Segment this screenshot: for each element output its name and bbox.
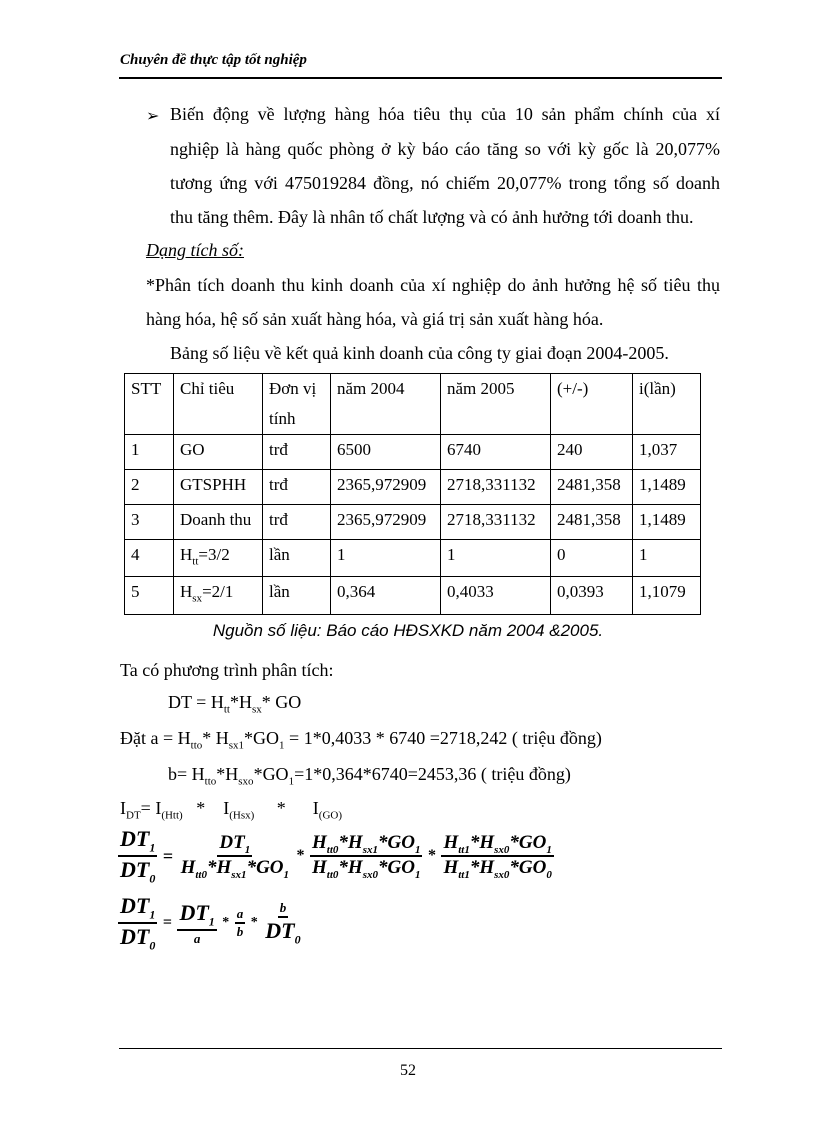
- f-text: H: [443, 857, 459, 879]
- header-stt: STT: [125, 374, 174, 435]
- multiply-sign: *: [250, 915, 258, 931]
- fraction-term-1: [179, 832, 291, 882]
- f-text: *GO: [377, 857, 415, 879]
- header-chi-tieu: Chỉ tiêu: [174, 374, 263, 435]
- eq-b-part: *GO: [253, 764, 289, 784]
- header-don-vi-line-2: tính: [269, 409, 296, 428]
- f-sub: 0: [294, 932, 301, 947]
- fraction-denominator: [310, 857, 422, 881]
- fraction-numerator: a: [235, 906, 246, 924]
- table-caption: Bảng số liệu về kết quả kinh doanh của công ty giai đoạn 2004-2005.: [170, 343, 669, 363]
- f-text: H: [180, 857, 196, 879]
- cell-chi-tieu-main: H: [180, 545, 193, 564]
- cell-chi-tieu-rest: =3/2: [198, 545, 230, 564]
- table-header-row: [125, 374, 701, 435]
- eq-dt-part: DT = H: [168, 692, 224, 712]
- bullet-line-3: tương ứng với 475019284 đồng, nó chiếm 20,077% trong tổng số doanh: [170, 173, 720, 193]
- fraction-numerator: [118, 893, 157, 924]
- f-sub: 1: [149, 907, 156, 922]
- cell-nam-2004: 6500: [331, 435, 441, 470]
- cell-don-vi: lần: [263, 577, 331, 614]
- table-row: [125, 435, 701, 470]
- eq-index-sub: (GO): [318, 809, 342, 822]
- eq-index-sub: (Htt): [161, 809, 183, 822]
- cell-chenh-lech: 0: [551, 540, 633, 577]
- f-text: *GO: [246, 857, 284, 879]
- f-sub: 1: [208, 914, 215, 929]
- f-text: DT: [120, 857, 150, 883]
- bullet-line-4: thu tăng thêm. Đây là nhân tố chất lượng và có ảnh hưởng tới doanh thu.: [170, 207, 694, 227]
- eq-index-part: I: [120, 798, 126, 818]
- f-text: *GO: [377, 831, 415, 853]
- eq-b-sub: sxo: [238, 775, 254, 788]
- f-text: DT: [179, 899, 209, 925]
- page-number: 52: [400, 1062, 416, 1079]
- results-table: [124, 373, 701, 615]
- page-header-title: Chuyên đề thực tập tốt nghiệp: [120, 52, 307, 68]
- f-sub: 1: [414, 869, 421, 882]
- cell-don-vi: trđ: [263, 435, 331, 470]
- f-text: *H: [469, 857, 495, 879]
- cell-nam-2004: 0,364: [331, 577, 441, 614]
- f-sub: sx1: [362, 843, 378, 856]
- f-text: DT: [120, 893, 150, 918]
- eq-dt-sub: tt: [223, 703, 230, 716]
- f-sub: 1: [546, 843, 552, 856]
- eq-a-part: *GO: [244, 728, 280, 748]
- fraction-lhs: [118, 893, 157, 954]
- multiply-sign: *: [296, 847, 305, 865]
- f-sub: 1: [244, 843, 251, 856]
- cell-stt: 2: [125, 470, 174, 505]
- f-text: DT: [120, 924, 150, 950]
- equation-define-b: [168, 764, 571, 788]
- fraction-term-2: [235, 906, 246, 940]
- cell-don-vi: lần: [263, 540, 331, 577]
- f-sub: tt1: [458, 869, 470, 882]
- equals-sign: =: [162, 845, 174, 866]
- eq-b-sub: 1: [288, 775, 295, 788]
- cell-nam-2005: 2718,331132: [441, 470, 551, 505]
- fraction-numerator: [217, 832, 252, 858]
- cell-i-lan: 1: [633, 540, 701, 577]
- eq-a-sub: 1: [279, 739, 285, 752]
- f-sub: 1: [149, 840, 156, 855]
- footer-rule: [119, 1048, 722, 1049]
- f-sub: 0: [546, 869, 552, 882]
- fraction-term-3: [441, 832, 553, 882]
- cell-nam-2005: 1: [441, 540, 551, 577]
- f-text: DT: [265, 917, 295, 943]
- header-don-vi: [263, 374, 331, 435]
- f-sub: sx0: [494, 843, 510, 856]
- cell-chi-tieu-sub: tt: [192, 555, 199, 568]
- eq-b-part: *H: [216, 764, 239, 784]
- fraction-numerator: b: [278, 900, 289, 918]
- cell-chenh-lech: 240: [551, 435, 633, 470]
- cell-chenh-lech: 2481,358: [551, 470, 633, 505]
- f-sub: tt0: [326, 843, 339, 856]
- eq-b-part: b= H: [168, 764, 205, 784]
- cell-stt: 5: [125, 577, 174, 614]
- eq-a-part: = 1*0,4033 * 6740 =2718,242 ( triệu đồng): [284, 728, 602, 748]
- header-nam-2004: năm 2004: [331, 374, 441, 435]
- equation-index: [120, 798, 342, 822]
- eq-a-part: Đặt a = H: [120, 728, 191, 748]
- cell-i-lan: 1,1079: [633, 577, 701, 614]
- f-sub: 1: [283, 869, 290, 882]
- cell-nam-2005: 2718,331132: [441, 505, 551, 540]
- table-source-note: Nguồn số liệu: Báo cáo HĐSXKD năm 2004 &2005.: [212, 621, 604, 640]
- fraction-numerator: [310, 832, 422, 858]
- table-row: [125, 470, 701, 505]
- f-text: *H: [207, 857, 232, 879]
- table-row: [125, 540, 701, 577]
- fraction-denominator: [179, 857, 291, 881]
- fraction-denominator: [441, 857, 553, 881]
- fraction-term-1: [177, 900, 216, 947]
- f-sub: sx1: [231, 869, 247, 882]
- fraction-term-3: [263, 900, 302, 947]
- fraction-denominator: [118, 924, 157, 953]
- fraction-denominator: [263, 918, 302, 947]
- cell-stt: 1: [125, 435, 174, 470]
- fraction-denominator: b: [236, 924, 244, 940]
- f-text: *GO: [509, 831, 547, 853]
- fraction-numerator: [118, 826, 157, 857]
- cell-nam-2005: 6740: [441, 435, 551, 470]
- f-sub: tt1: [458, 843, 470, 856]
- cell-chenh-lech: 2481,358: [551, 505, 633, 540]
- f-text: *GO: [509, 857, 547, 879]
- f-sub: tt0: [195, 869, 207, 882]
- cell-chi-tieu: GO: [174, 435, 263, 470]
- bullet-arrow-icon: ➢: [146, 108, 160, 125]
- equals-sign: =: [162, 914, 172, 932]
- cell-don-vi: trđ: [263, 470, 331, 505]
- eq-index-part: * I: [254, 798, 319, 818]
- cell-stt: 4: [125, 540, 174, 577]
- multiply-sign: *: [427, 847, 436, 865]
- header-chenh-lech: (+/-): [551, 374, 633, 435]
- bullet-line-1: Biến động về lượng hàng hóa tiêu thụ của 10 sản phẩm chính của xí: [170, 104, 720, 124]
- formula-decomposition: [118, 826, 554, 887]
- cell-nam-2004: 2365,972909: [331, 505, 441, 540]
- cell-chi-tieu: GTSPHH: [174, 470, 263, 505]
- table-row: [125, 577, 701, 614]
- f-sub: 1: [414, 843, 421, 856]
- cell-i-lan: 1,1489: [633, 505, 701, 540]
- eq-index-part: * I: [182, 798, 230, 818]
- f-text: *H: [338, 857, 363, 879]
- cell-nam-2005: 0,4033: [441, 577, 551, 614]
- eq-dt-part: * GO: [261, 692, 302, 712]
- f-text: H: [312, 831, 327, 853]
- eq-index-sub: DT: [126, 809, 141, 822]
- f-sub: sx0: [362, 869, 378, 882]
- cell-chi-tieu-rest: =2/1: [202, 582, 234, 602]
- formula-simplified: [118, 893, 303, 954]
- analysis-intro: Ta có phương trình phân tích:: [120, 660, 334, 680]
- fraction-lhs: [118, 826, 157, 887]
- f-text: *H: [338, 831, 363, 853]
- eq-index-part: = I: [140, 798, 162, 818]
- eq-dt-sub: sx: [251, 703, 262, 716]
- header-don-vi-line-1: Đơn vị: [269, 379, 317, 398]
- eq-dt-part: *H: [229, 692, 252, 712]
- fraction-denominator: a: [193, 931, 201, 947]
- header-nam-2005: năm 2005: [441, 374, 551, 435]
- cell-don-vi: trđ: [263, 505, 331, 540]
- eq-b-sub: tto: [204, 775, 217, 788]
- f-text: H: [443, 831, 459, 853]
- analysis-paragraph-line-2: hàng hóa, hệ số sản xuất hàng hóa, và giá trị sản xuất hàng hóa.: [146, 309, 604, 329]
- cell-chi-tieu-sub: sx: [192, 592, 203, 605]
- f-sub: sx0: [494, 869, 510, 882]
- eq-b-part: =1*0,364*6740=2453,36 ( triệu đồng): [294, 764, 571, 784]
- cell-chenh-lech: 0,0393: [551, 577, 633, 614]
- header-rule: [119, 77, 722, 79]
- eq-a-sub: sx1: [228, 739, 245, 752]
- cell-i-lan: 1,037: [633, 435, 701, 470]
- eq-a-part: * H: [202, 728, 229, 748]
- cell-chi-tieu: Doanh thu: [174, 505, 263, 540]
- fraction-numerator: [177, 900, 216, 931]
- f-sub: 0: [149, 938, 156, 953]
- cell-nam-2004: 2365,972909: [331, 470, 441, 505]
- section-label: Dạng tích số:: [146, 240, 244, 260]
- fraction-denominator: [118, 857, 157, 886]
- cell-chi-tieu-main: H: [180, 582, 193, 602]
- cell-chi-tieu: [174, 540, 263, 577]
- f-text: *H: [469, 831, 495, 853]
- multiply-sign: *: [222, 915, 230, 931]
- cell-i-lan: 1,1489: [633, 470, 701, 505]
- cell-chi-tieu: [174, 577, 263, 614]
- equation-dt: [168, 692, 301, 716]
- table-row: [125, 505, 701, 540]
- fraction-term-2: [310, 832, 422, 882]
- eq-index-sub: (Hsx): [229, 809, 255, 822]
- cell-stt: 3: [125, 505, 174, 540]
- eq-a-sub: tto: [190, 739, 203, 752]
- bullet-line-2: nghiệp là hàng quốc phòng ở kỳ báo cáo tăng so với kỳ gốc là 20,077%: [170, 139, 720, 159]
- f-sub: 0: [149, 871, 156, 886]
- f-sub: tt0: [326, 869, 339, 882]
- f-text: H: [312, 857, 327, 879]
- analysis-paragraph-line-1: *Phân tích doanh thu kinh doanh của xí nghiệp do ảnh hưởng hệ số tiêu thụ: [146, 275, 720, 295]
- f-text: DT: [120, 826, 150, 851]
- fraction-numerator: [441, 832, 553, 858]
- cell-nam-2004: 1: [331, 540, 441, 577]
- equation-define-a: [120, 728, 602, 752]
- header-i-lan: i(lần): [633, 374, 701, 435]
- f-text: DT: [219, 831, 245, 853]
